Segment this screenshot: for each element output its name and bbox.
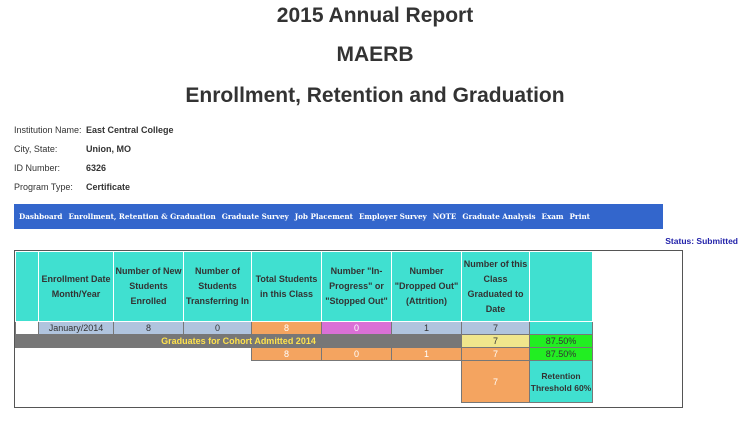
nav-graduate-survey[interactable]: Graduate Survey [221,212,289,221]
row-blank [16,322,39,335]
retention-value: 7 [462,361,530,403]
city-label: City, State: [14,144,58,154]
institution-label: Institution Name: [14,125,82,135]
header-enrollment-date: Enrollment Date Month/Year [39,252,114,322]
id-row [14,163,106,173]
id-label: ID Number: [14,163,61,173]
cell-dropped[interactable]: 1 [392,322,462,335]
total-dropped: 1 [392,348,462,361]
header-graduated: Number of this Class Graduated to Date [462,252,530,322]
nav-job-placement[interactable]: Job Placement [294,212,353,221]
institution-value: East Central College [86,125,174,135]
cohort-graduated: 7 [462,335,530,348]
nav-exam[interactable]: Exam [541,212,564,221]
retention-row [16,361,593,403]
totals-row [16,348,593,361]
header-blank-right [530,252,593,322]
nav-enrollment[interactable]: Enrollment, Retention & Graduation [68,212,216,221]
status-text: Status: Submitted [665,236,738,246]
nav-employer-survey[interactable]: Employer Survey [358,212,427,221]
cohort-percent: 87.50% [530,335,593,348]
totals-blank [16,348,252,361]
cohort-row [16,335,593,348]
program-row [14,182,130,192]
cell-graduated[interactable]: 7 [462,322,530,335]
retention-threshold: Retention Threshold 60% [530,361,593,403]
total-inprogress: 0 [322,348,392,361]
cell-total: 8 [252,322,322,335]
enrollment-table-wrap [14,250,683,408]
city-row [14,144,131,154]
retention-blank [16,361,462,403]
header-total-students: Total Students in this Class [252,252,322,322]
cell-date: January/2014 [39,322,114,335]
nav-dashboard[interactable]: Dashboard [19,212,63,221]
report-title: 2015 Annual Report [276,4,474,27]
program-value: Certificate [86,182,131,192]
nav-print[interactable]: Print [569,212,590,221]
total-graduated: 7 [462,348,530,361]
table-header-row [16,252,593,322]
header-dropped-out: Number "Dropped Out" (Attrition) [392,252,462,322]
institution-row [14,125,174,135]
nav-graduate-analysis[interactable]: Graduate Analysis [462,212,536,221]
header-blank [16,252,39,322]
header-in-progress: Number "In-Progress" or "Stopped Out" [322,252,392,322]
cell-new[interactable]: 8 [114,322,184,335]
city-value: Union, MO [86,144,131,154]
table-row [16,322,593,335]
report-heading: Enrollment, Retention and Graduation [185,84,565,107]
nav-bar [14,204,663,229]
program-label: Program Type: [14,182,73,192]
header-transferring: Number of Students Transferring In [184,252,252,322]
cell-inprogress[interactable]: 0 [322,322,392,335]
total-students: 8 [252,348,322,361]
cohort-label: Graduates for Cohort Admitted 2014 [16,335,462,348]
id-value: 6326 [86,163,107,173]
cell-transfer[interactable]: 0 [184,322,252,335]
enrollment-table [15,251,593,403]
report-subtitle: MAERB [336,43,414,66]
header-new-students: Number of New Students Enrolled [114,252,184,322]
cell-right-blank [530,322,593,335]
nav-note[interactable]: NOTE [432,212,457,221]
total-percent: 87.50% [530,348,593,361]
